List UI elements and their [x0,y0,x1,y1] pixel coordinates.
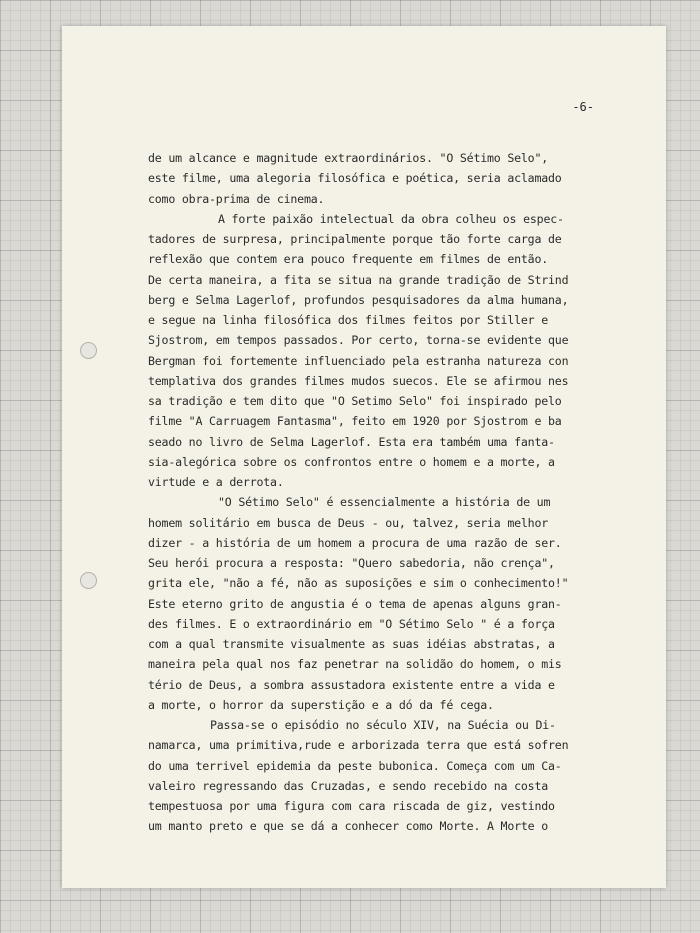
text-line: templativa dos grandes filmes mudos suecos. Ele se afirmou nes [148,373,569,388]
text-line: Sjostrom, em tempos passados. Por certo, torna-se evidente que [148,333,569,348]
text-line: de um alcance e magnitude extraordinários. "O Sétimo Selo", [148,151,549,165]
text-line: a morte, o horror da superstição e a dó da fé cega. [148,697,494,712]
text-line: como obra-prima de cinema. [148,191,325,206]
text-line: De certa maneira, a fita se situa na grande tradição de Strind [148,272,569,287]
text-line: "O Sétimo Selo" é essencialmente a história de um [218,495,551,510]
text-line: tadores de surpresa, principalmente porque tão forte carga de [148,232,562,246]
text-line: Seu herói procura a resposta: "Quero sabedoria, não crença", [148,556,555,570]
punch-hole [80,342,97,359]
text-line: Bergman foi fortemente influenciado pela estranha natureza con [148,353,569,368]
text-line: berg e Selma Lagerlof, profundos pesquisadores da alma humana, [148,292,569,307]
text-line: grita ele, "não a fé, não as suposições e sim o conhecimento!" [148,576,569,591]
page-number: -6- [572,100,594,114]
text-line: tério de Deus, a sombra assustadora existente entre a vida e [148,677,555,692]
text-line: homem solitário em busca de Deus - ou, talvez, seria melhor [148,515,549,530]
text-line: do uma terrivel epidemia da peste bubonica. Começa com um Ca- [148,758,562,773]
text-line: reflexão que contem era pouco frequente em filmes de então. [148,252,549,267]
text-line: Passa-se o episódio no século XIV, na Suécia ou Di- [210,718,556,732]
text-line: filme "A Carruagem Fantasma", feito em 1920 por Sjostrom e ba [148,414,562,429]
text-line: um manto preto e que se dá a conhecer como Morte. A Morte o [148,819,549,834]
text-line: com a qual transmite visualmente as suas idéias abstratas, a [148,637,555,651]
text-line: sia-alegórica sobre os confrontos entre o homem e a morte, a [148,454,555,469]
text-line: e segue na linha filosófica dos filmes feitos por Stiller e [148,313,549,327]
document-page [62,26,666,888]
text-line: dizer - a história de um homem a procura de uma razão de ser. [148,535,562,550]
text-line: tempestuosa por uma figura com cara riscada de giz, vestindo [148,799,555,813]
text-line: seado no livro de Selma Lagerlof. Esta era também uma fanta- [148,434,555,449]
body-text [148,148,660,837]
text-line: A forte paixão intelectual da obra colheu os espec- [218,211,564,226]
text-line: namarca, uma primitiva,rude e arborizada terra que está sofren [148,738,569,753]
punch-hole [80,572,97,589]
text-line: sa tradição e tem dito que "O Setimo Selo" foi inspirado pelo [148,394,562,408]
text-line: valeiro regressando das Cruzadas, e sendo recebido na costa [148,778,549,793]
text-line: Este eterno grito de angustia é o tema de apenas alguns gran- [148,596,562,611]
text-line: des filmes. E o extraordinário em "O Sétimo Selo " é a força [148,616,555,631]
text-line: virtude e a derrota. [148,475,284,489]
text-line: maneira pela qual nos faz penetrar na solidão do homem, o mis [148,657,562,672]
text-line: este filme, uma alegoria filosófica e poética, seria aclamado [148,171,562,186]
